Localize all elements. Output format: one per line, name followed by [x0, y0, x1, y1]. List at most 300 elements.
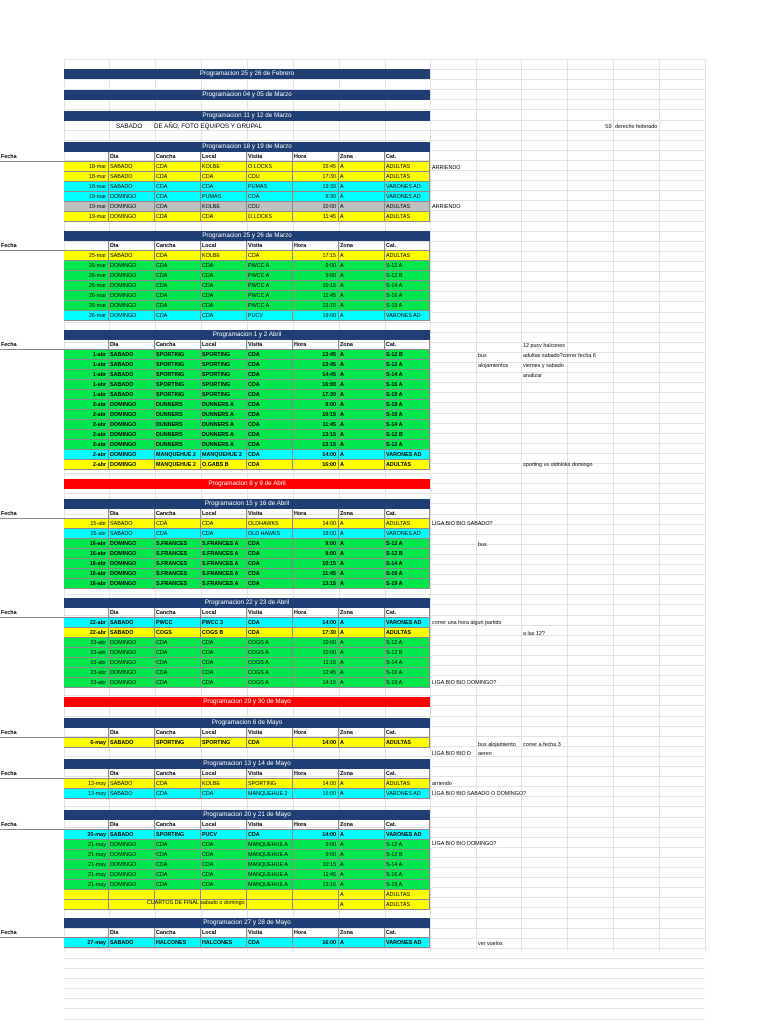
table-cell: 26-mar	[64, 291, 109, 301]
table-cell	[293, 890, 339, 900]
table-row	[0, 870, 430, 880]
table-cell: CDA	[201, 860, 247, 870]
gridline-h	[64, 1008, 705, 1009]
table-row	[0, 350, 430, 360]
column-header: Hora	[293, 728, 339, 738]
table-cell: DOMINGO	[109, 579, 155, 589]
column-header: Dia	[109, 728, 155, 738]
table-cell: S.FRANCES	[155, 579, 201, 589]
table-cell: COGS A	[247, 658, 293, 668]
table-cell: 1-abr	[64, 390, 109, 400]
table-cell: S.FRANCES A	[201, 569, 247, 579]
table-cell: HALCONES	[155, 938, 201, 948]
table-cell: S-14 A	[385, 658, 430, 668]
table-cell: 2-abr	[64, 430, 109, 440]
note-text: arriendo	[432, 781, 452, 787]
table-cell: 8:30	[293, 192, 339, 202]
table-cell: CDA	[247, 390, 293, 400]
table-cell: 21-may	[64, 840, 109, 850]
table-cell: A	[339, 529, 385, 539]
note-text: derecho federado	[615, 124, 658, 130]
note-text: alojamientos	[478, 363, 509, 369]
gridline-h	[64, 1019, 705, 1020]
table-cell: S-12 B	[385, 648, 430, 658]
table-cell: A	[339, 291, 385, 301]
table-cell: 16-abr	[64, 569, 109, 579]
column-header: Cat.	[385, 820, 430, 830]
table-row	[0, 202, 430, 212]
table-cell: CDA	[155, 251, 201, 261]
table-cell: CDA	[247, 579, 293, 589]
table-cell: CDA	[155, 172, 201, 182]
section-title: Programacion 13 y 14 de Mayo	[64, 759, 430, 769]
table-cell: S-19 A	[385, 678, 430, 688]
table-cell: CDA	[155, 638, 201, 648]
table-cell: 14:00	[293, 830, 339, 840]
note-text: LIGA BIO BIO DOMINGO?	[432, 841, 497, 847]
table-cell: CDA	[155, 519, 201, 529]
table-cell: CDA	[247, 559, 293, 569]
column-header: Visita	[247, 928, 293, 938]
table-cell: DUNNERS A	[201, 410, 247, 420]
column-header: Visita	[247, 509, 293, 519]
table-cell: CDA	[155, 870, 201, 880]
table-cell: 19:30	[293, 182, 339, 192]
table-cell: CDA	[155, 261, 201, 271]
table-cell: OLD HAWKS	[247, 529, 293, 539]
note-text: SABADO	[116, 123, 143, 130]
note-text: DE AÑO, FOTO EQUIPOS Y GRUPAL	[154, 123, 263, 130]
table-cell: A	[339, 648, 385, 658]
table-cell: 13:45	[293, 350, 339, 360]
column-header: Dia	[109, 509, 155, 519]
table-row	[0, 648, 430, 658]
table-cell: 2-abr	[64, 410, 109, 420]
column-header: Visita	[247, 728, 293, 738]
note-text: bus alojamiento	[478, 742, 516, 748]
table-cell: VARONES AD	[385, 830, 430, 840]
note-text: viernes y sabado	[523, 363, 564, 369]
table-cell: S-12 B	[385, 350, 430, 360]
table-cell: S-12 A	[385, 440, 430, 450]
table-cell: A	[339, 192, 385, 202]
table-cell: CDA	[201, 870, 247, 880]
table-cell: A	[339, 519, 385, 529]
table-cell: A	[339, 860, 385, 870]
note-text: ver vuelos	[478, 941, 503, 947]
table-cell: VARONES AD	[385, 789, 430, 799]
column-header: Fecha	[0, 728, 109, 738]
table-cell: 2-abr	[64, 450, 109, 460]
table-cell: CDA	[201, 840, 247, 850]
table-cell: SABADO	[109, 938, 155, 948]
note-text: bus	[478, 353, 487, 359]
table-cell: 17:30	[293, 628, 339, 638]
table-cell: SPORTING	[155, 370, 201, 380]
table-cell: CDA	[247, 938, 293, 948]
table-cell: 11:15	[293, 658, 339, 668]
column-header: Cat.	[385, 728, 430, 738]
column-header: Hora	[293, 608, 339, 618]
table-cell: CDA	[201, 638, 247, 648]
header-row	[0, 241, 430, 251]
table-row	[0, 410, 430, 420]
table-cell: CDA	[155, 779, 201, 789]
gridline-v	[705, 59, 706, 951]
table-cell: 13:15	[293, 579, 339, 589]
table-cell: CDA	[201, 678, 247, 688]
table-cell: S-12 B	[385, 850, 430, 860]
table-cell: DOMINGO	[109, 678, 155, 688]
table-cell: 9:00	[293, 549, 339, 559]
table-cell: 9:00	[293, 271, 339, 281]
table-cell: DUNNERS A	[201, 420, 247, 430]
column-header: Dia	[109, 608, 155, 618]
table-cell: 21-may	[64, 860, 109, 870]
table-cell: S-14 A	[385, 370, 430, 380]
column-header: Visita	[247, 152, 293, 162]
table-cell: ADULTAS	[385, 460, 430, 470]
table-cell: CDA	[201, 212, 247, 222]
column-header: Local	[201, 769, 247, 779]
table-cell: 9:00	[293, 400, 339, 410]
table-cell: A	[339, 182, 385, 192]
header-row	[0, 820, 430, 830]
table-cell: SABADO	[109, 360, 155, 370]
table-row	[0, 420, 430, 430]
table-cell: CDA	[247, 370, 293, 380]
table-cell: S-14 A	[385, 281, 430, 291]
table-cell: S-16 A	[385, 569, 430, 579]
table-cell: CDA	[155, 678, 201, 688]
table-cell: 11:45	[293, 212, 339, 222]
table-cell: S.FRANCES	[155, 549, 201, 559]
table-cell: 12:45	[293, 668, 339, 678]
table-row	[0, 390, 430, 400]
table-cell: ADULTAS	[385, 172, 430, 182]
gridline-v	[613, 59, 614, 951]
table-row	[0, 529, 430, 539]
table-cell: A	[339, 301, 385, 311]
column-header: Cat.	[385, 509, 430, 519]
table-cell: 14:00	[293, 450, 339, 460]
table-row	[0, 860, 430, 870]
column-header: Zona	[339, 820, 385, 830]
table-row	[0, 628, 430, 638]
table-cell: MANQUEHUE A	[247, 840, 293, 850]
table-cell: KOLBE	[201, 162, 247, 172]
table-cell: A	[339, 938, 385, 948]
table-cell: A	[339, 789, 385, 799]
table-cell: SABADO	[109, 390, 155, 400]
table-cell: CDA	[201, 172, 247, 182]
table-row	[0, 301, 430, 311]
table-cell: A	[339, 549, 385, 559]
column-header: Fecha	[0, 820, 109, 830]
table-row	[0, 539, 430, 549]
table-cell: CDA	[247, 350, 293, 360]
table-cell: A	[339, 450, 385, 460]
table-cell: SPORTING	[201, 738, 247, 748]
table-cell: SABADO	[109, 830, 155, 840]
table-cell: ADULTAS	[385, 202, 430, 212]
table-cell: A	[339, 830, 385, 840]
table-cell: 16:00	[293, 380, 339, 390]
table-cell: 1-abr	[64, 350, 109, 360]
table-cell: VARONES AD	[385, 450, 430, 460]
table-cell: CDA	[247, 380, 293, 390]
table-cell: KOLBE	[201, 251, 247, 261]
table-cell: CDA	[155, 668, 201, 678]
table-cell: 10:15	[293, 559, 339, 569]
table-cell: CDA	[155, 789, 201, 799]
table-cell: 26-mar	[64, 301, 109, 311]
column-header: Hora	[293, 241, 339, 251]
column-header: Hora	[293, 152, 339, 162]
table-cell: DOMINGO	[109, 658, 155, 668]
gridline-v	[430, 59, 431, 951]
table-cell: 16:00	[293, 938, 339, 948]
table-cell: S-19 A	[385, 301, 430, 311]
table-cell: CDA	[155, 162, 201, 172]
column-header: Visita	[247, 608, 293, 618]
table-cell: DOMINGO	[109, 860, 155, 870]
section-title: Programacion 22 y 23 de Abril	[64, 598, 430, 608]
table-cell: SPORTING	[201, 390, 247, 400]
table-cell: CDA	[201, 182, 247, 192]
table-cell: A	[339, 390, 385, 400]
table-cell: 1-abr	[64, 370, 109, 380]
table-cell: A	[339, 430, 385, 440]
table-cell: PWCC A	[247, 281, 293, 291]
table-cell: CDA	[247, 628, 293, 638]
table-cell: CDA	[201, 789, 247, 799]
column-header: Cancha	[155, 728, 201, 738]
table-cell: SPORTING	[247, 779, 293, 789]
section-title: Programacion 11 y 12 de Marzo	[64, 111, 430, 121]
table-cell: SPORTING	[155, 360, 201, 370]
table-cell: SABADO	[109, 529, 155, 539]
table-cell: 17:15	[293, 251, 339, 261]
column-header: Cancha	[155, 608, 201, 618]
column-header: Dia	[109, 152, 155, 162]
table-cell: DOMINGO	[109, 870, 155, 880]
table-cell: 21-may	[64, 870, 109, 880]
table-cell: CDA	[201, 668, 247, 678]
gridline-h	[64, 978, 705, 979]
column-header: Cat.	[385, 340, 430, 350]
table-cell: DOMINGO	[109, 301, 155, 311]
column-header: Zona	[339, 241, 385, 251]
table-cell: CDA	[155, 658, 201, 668]
table-cell: SPORTING	[155, 380, 201, 390]
section-title: Programacion 04 y 05 de Marzo	[64, 90, 430, 100]
table-cell: PWCC A	[247, 261, 293, 271]
column-header: Fecha	[0, 152, 109, 162]
table-row	[0, 779, 430, 789]
table-cell: S-12 A	[385, 840, 430, 850]
column-header: Visita	[247, 340, 293, 350]
column-header: Local	[201, 241, 247, 251]
table-cell: ADULTAS	[385, 519, 430, 529]
table-cell: S-12 B	[385, 549, 430, 559]
table-cell: S-16 A	[385, 291, 430, 301]
table-cell: 18-mar	[64, 162, 109, 172]
table-cell: 11:45	[293, 420, 339, 430]
table-cell: KOLBE	[201, 202, 247, 212]
table-cell: A	[339, 890, 385, 900]
table-row	[0, 618, 430, 628]
table-cell: 14:15	[293, 678, 339, 688]
table-cell: 9:00	[293, 840, 339, 850]
note-text: ARRIENDO	[432, 165, 461, 171]
column-header: Dia	[109, 928, 155, 938]
table-cell: 1-abr	[64, 360, 109, 370]
column-header: Fecha	[0, 241, 109, 251]
table-cell: CDA	[155, 850, 201, 860]
table-cell: A	[339, 628, 385, 638]
section-title: Programacion 25 y 26 de Marzo	[64, 231, 430, 241]
column-header: Local	[201, 728, 247, 738]
section-title: Programacion 18 y 19 de Marzo	[64, 142, 430, 152]
table-cell: 15-abr	[64, 529, 109, 539]
table-row	[0, 311, 430, 321]
table-cell: S-12 B	[385, 430, 430, 440]
table-cell: O.LOCKS	[247, 212, 293, 222]
table-cell: A	[339, 440, 385, 450]
column-header: Cancha	[155, 769, 201, 779]
table-cell: CDA	[155, 648, 201, 658]
table-cell: O.LOCKS	[247, 162, 293, 172]
column-header: Dia	[109, 340, 155, 350]
table-cell: 13-may	[64, 789, 109, 799]
note-text: a las 12?	[523, 631, 545, 637]
note-text: correr a fecha 3	[523, 742, 561, 748]
table-cell: SPORTING	[201, 350, 247, 360]
table-cell: A	[339, 202, 385, 212]
table-row	[0, 678, 430, 688]
table-cell: 10:15	[293, 281, 339, 291]
table-row	[0, 658, 430, 668]
table-cell: 10:00	[293, 638, 339, 648]
table-cell: S-19 A	[385, 390, 430, 400]
table-cell: A	[339, 559, 385, 569]
table-row	[0, 172, 430, 182]
table-cell: CDA	[247, 251, 293, 261]
table-cell: COGS A	[247, 638, 293, 648]
column-header: Cat.	[385, 769, 430, 779]
table-cell: 2-abr	[64, 460, 109, 470]
table-cell: A	[339, 271, 385, 281]
table-cell	[293, 900, 339, 910]
table-cell: VARONES AD	[385, 938, 430, 948]
table-cell: 21-may	[64, 880, 109, 890]
table-cell: DOMINGO	[109, 202, 155, 212]
table-cell: A	[339, 251, 385, 261]
table-cell: 9:00	[293, 261, 339, 271]
table-cell: OLDHAWKS	[247, 519, 293, 529]
table-cell: SABADO	[109, 738, 155, 748]
table-cell: A	[339, 420, 385, 430]
table-cell: VARONES AD	[385, 311, 430, 321]
table-cell: CDA	[201, 658, 247, 668]
table-cell: A	[339, 779, 385, 789]
column-header: Local	[201, 509, 247, 519]
column-header: Cat.	[385, 241, 430, 251]
table-row	[0, 579, 430, 589]
table-cell: 13:15	[293, 430, 339, 440]
note-text: LIGA BIO BIO SABADO?	[432, 521, 493, 527]
table-cell: DOMINGO	[109, 559, 155, 569]
header-row	[0, 340, 430, 350]
table-cell: SABADO	[109, 519, 155, 529]
table-cell: SABADO	[109, 628, 155, 638]
header-row	[0, 608, 430, 618]
column-header: Fecha	[0, 608, 109, 618]
table-cell: DUNNERS	[155, 410, 201, 420]
table-cell: 13:45	[293, 360, 339, 370]
table-row	[0, 400, 430, 410]
table-cell: 13-may	[64, 779, 109, 789]
table-cell: DUNNERS	[155, 400, 201, 410]
table-cell: SABADO	[109, 779, 155, 789]
gridline-h	[64, 998, 705, 999]
table-cell: 18:00	[293, 529, 339, 539]
table-cell: A	[339, 618, 385, 628]
column-header: Dia	[109, 241, 155, 251]
table-cell: 11:45	[293, 870, 339, 880]
table-cell: CDA	[155, 301, 201, 311]
table-cell: 10:15	[293, 860, 339, 870]
table-cell: DOMINGO	[109, 668, 155, 678]
table-cell: A	[339, 569, 385, 579]
table-cell: A	[339, 350, 385, 360]
table-cell: DOMINGO	[109, 850, 155, 860]
table-cell: CDA	[155, 281, 201, 291]
table-cell: ADULTAS	[385, 738, 430, 748]
column-header: Dia	[109, 769, 155, 779]
header-row	[0, 769, 430, 779]
table-cell: 23-abr	[64, 648, 109, 658]
section-title: Programacion 25 y 26 de Febrero	[64, 69, 430, 79]
table-cell: DOMINGO	[109, 271, 155, 281]
note-text: S9	[605, 124, 612, 130]
table-cell: CDA	[247, 440, 293, 450]
table-cell: 10:15	[293, 410, 339, 420]
table-cell: CDA	[155, 840, 201, 850]
table-cell: CDA	[155, 271, 201, 281]
table-cell: ADULTAS	[385, 900, 430, 910]
table-cell: CDA	[201, 271, 247, 281]
table-cell: ADULTAS	[385, 628, 430, 638]
table-cell: S-14 A	[385, 559, 430, 569]
table-cell: CDA	[201, 311, 247, 321]
table-cell: CDA	[247, 569, 293, 579]
table-cell: DOMINGO	[109, 450, 155, 460]
table-cell: COGS A	[247, 678, 293, 688]
table-cell: ADULTAS	[385, 212, 430, 222]
table-row	[0, 789, 430, 799]
table-cell: DUNNERS A	[201, 440, 247, 450]
table-row	[0, 380, 430, 390]
table-row	[0, 281, 430, 291]
table-cell: CDA	[155, 291, 201, 301]
table-cell: MANQUEHUE 2	[155, 460, 201, 470]
table-cell: CDA	[201, 648, 247, 658]
table-cell: PUCV	[247, 311, 293, 321]
gridline-v	[476, 59, 477, 951]
table-cell: CDA	[247, 430, 293, 440]
